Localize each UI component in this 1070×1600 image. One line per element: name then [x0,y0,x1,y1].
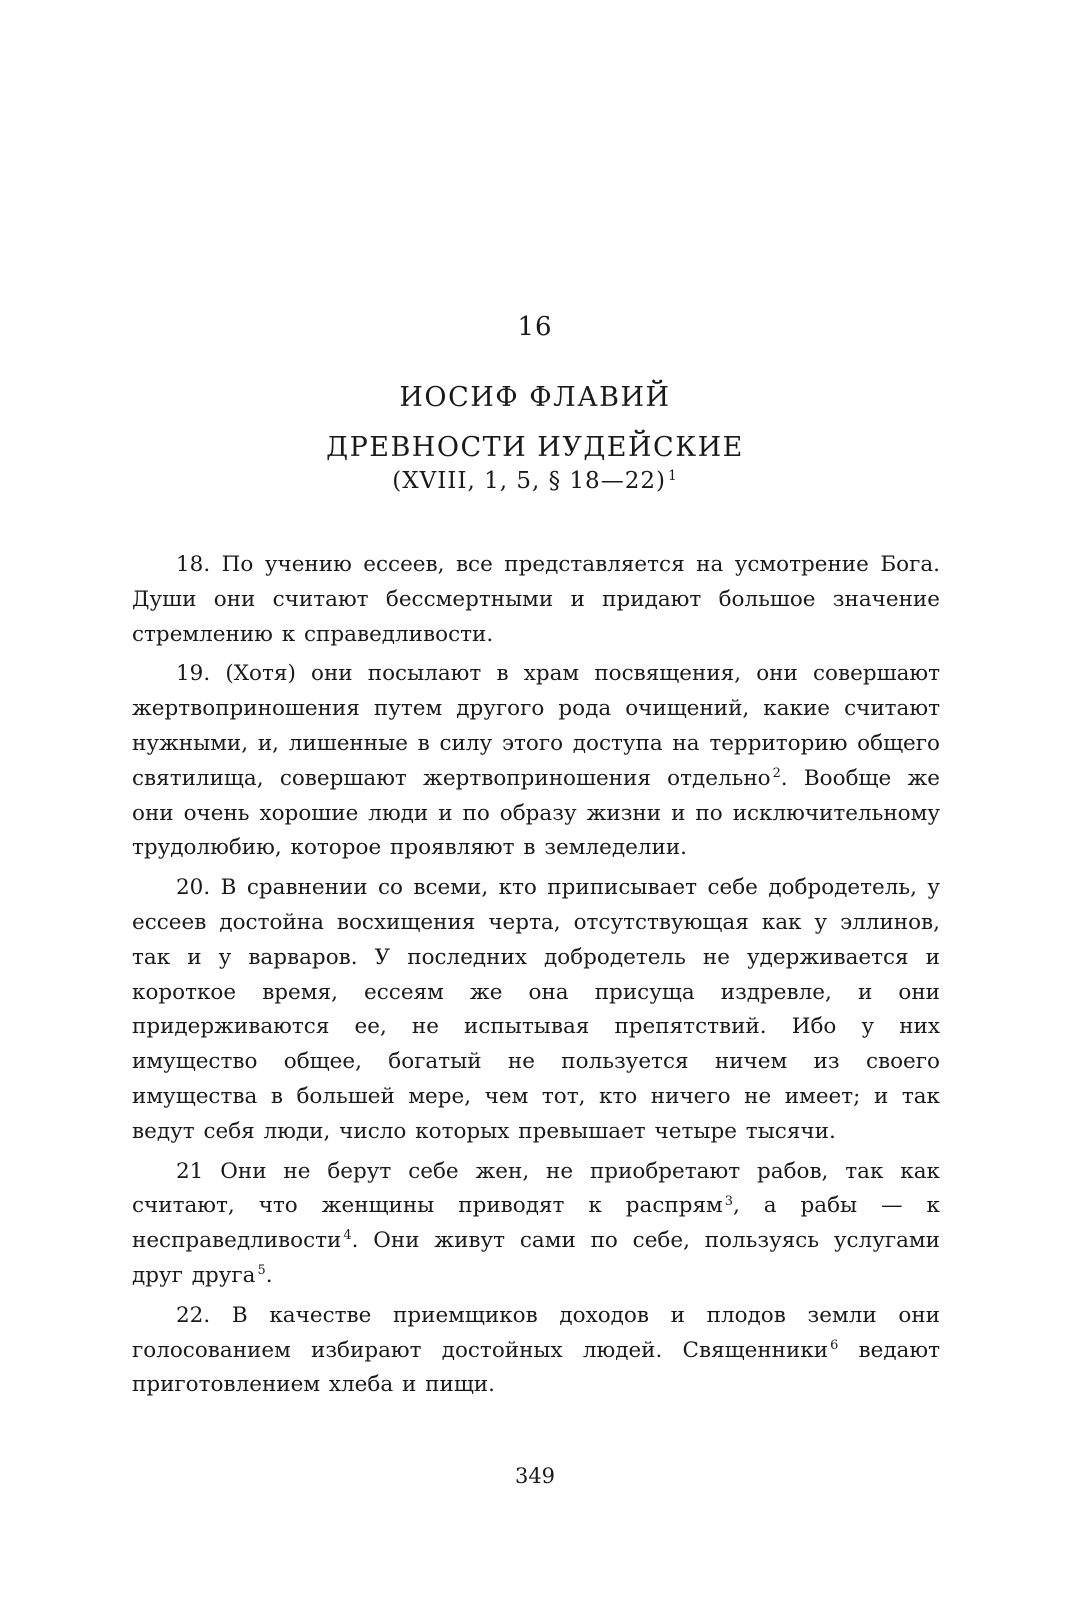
paragraph-text: . Они живут сами по себе, пользуясь услугами друг друга [132,1228,940,1288]
paragraph [132,1299,940,1403]
body-text [132,548,940,1408]
chapter-number: 16 [517,312,553,342]
footnote-marker: 6 [830,1337,839,1353]
footnote-marker: 2 [772,766,781,782]
paragraph-text: 20. В сравнении со всеми, кто приписывает себе добродетель, у ессеев достойна восхищения черта, отсутствующая как у эллинов, так и у варваров. У последних добродетель не удерживается и короткое время, ессеям же она присуща издревле, и они придерживаются ее, не испытывая препятствий. Ибо у них имущество общее, богатый не пользуется ничем из своего имущества в большей мере, чем тот, кто ничего не имеет; и так ведут себя люди, число которых превышает четыре тысячи. [132,875,940,1144]
paragraph-text: , а рабы — к несправедливости [132,1193,940,1254]
paragraph-text: . [265,1262,273,1288]
author-heading: ИОСИФ ФЛАВИЙ [399,382,671,413]
footnote-marker: 4 [343,1228,352,1244]
paragraph-text: 22. В качестве приемщиков доходов и плодов земли они голосованием избирают достойных людей. Священники [132,1302,940,1363]
paragraph-text: ведают приготовлением хлеба и пищи. [132,1337,940,1398]
paragraph-text: 18. По учению ессеев, все представляется на усмотрение Бога. Души они считают бессмертными и придают большое значение стремлению к справедливости. [132,552,940,647]
work-reference-text: (XVIII, 1, 5, § 18—22) [392,468,666,494]
work-reference [0,468,1070,494]
page-number: 349 [514,1464,556,1488]
paragraph-text: . Вообще же они очень хорошие люди и по образу жизни и по исключительному трудолюбию, которое проявляют в земледелии. [132,765,940,861]
work-title: ДРЕВНОСТИ ИУДЕЙСКИЕ [326,432,744,463]
paragraph [132,548,940,652]
paragraph-text: 21 Они не берут себе жен, не приобретают рабов, так как считают, что женщины приводят к распрям [132,1158,940,1219]
footnote-marker: 5 [257,1263,266,1279]
footnote-marker: 1 [667,467,678,484]
paragraph [132,871,940,1149]
paragraph-text: 19. (Хотя) они посылают в храм посвящения, они совершают жертвоприношения путем другого рода очищений, какие считают нужными, и, лишенные в силу этого доступа на территорию общего святилища, совершают жертвоприношения отдельно [132,661,940,791]
paragraph [132,657,940,866]
footnote-marker: 3 [724,1193,733,1209]
paragraph [132,1155,940,1294]
